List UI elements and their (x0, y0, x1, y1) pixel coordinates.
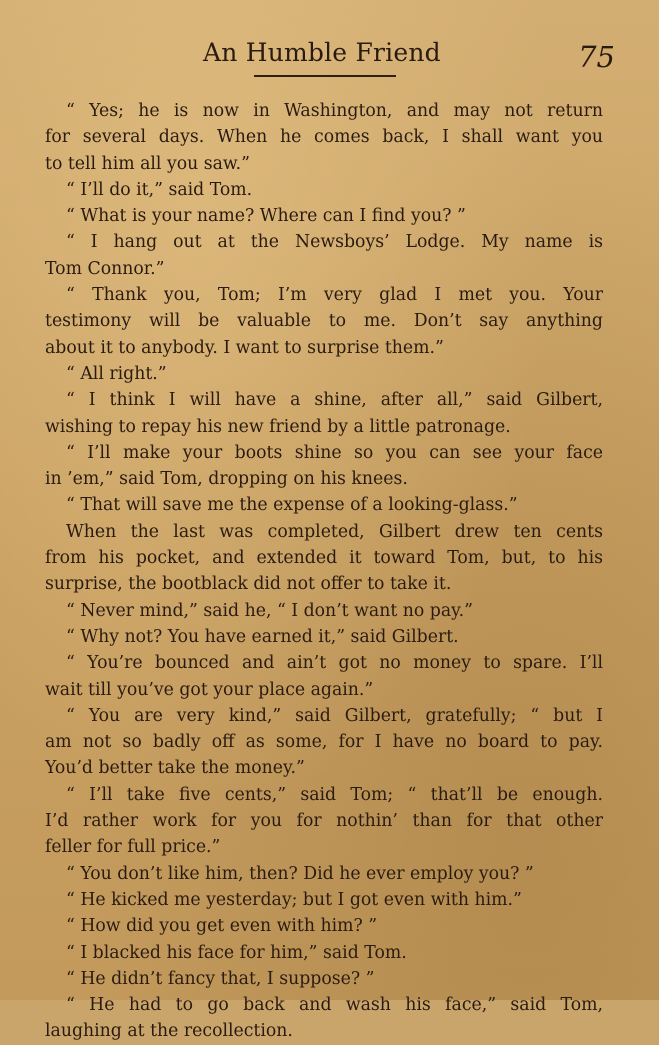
text-line: wishing to repay his new friend by a little patronage. (45, 416, 511, 437)
text-line: for several days. When he comes back, I shall want you (45, 127, 603, 148)
running-title: An Humble Friend (203, 38, 441, 67)
text-line: “ All right.” (66, 363, 167, 384)
text-line: “ Thank you, Tom; I’m very glad I met you. Your (66, 285, 603, 306)
text-line: “ He kicked me yesterday; but I got even with him.” (66, 889, 522, 910)
text-line: “ You are very kind,” said Gilbert, gratefully; “ but I (66, 705, 603, 726)
text-line: “ I hang out at the Newsboys’ Lodge. My name is (66, 232, 603, 253)
text-line: “ You’re bounced and ain’t got no money to spare. I’ll (66, 653, 603, 674)
body-text (45, 98, 603, 1045)
text-line: “ I’ll make your boots shine so you can see your face (66, 442, 603, 463)
text-line: “ He had to go back and wash his face,” said Tom, (66, 995, 603, 1016)
text-line: You’d better take the money.” (45, 758, 305, 779)
text-line: “ How did you get even with him? ” (66, 916, 378, 937)
text-line: “ What is your name? Where can I find you? ” (66, 206, 466, 227)
text-line: testimony will be valuable to me. Don’t say anything (45, 311, 603, 332)
text-line: “ I’ll do it,” said Tom. (66, 179, 253, 200)
page-number: 75 (578, 40, 615, 74)
text-line: “ I’ll take five cents,” said Tom; “ that’ll be enough. (66, 784, 603, 805)
text-line: surprise, the bootblack did not offer to take it. (45, 574, 452, 595)
text-line: “ I blacked his face for him,” said Tom. (66, 942, 407, 963)
text-line: “ He didn’t fancy that, I suppose? ” (66, 968, 375, 989)
text-line: “ Yes; he is now in Washington, and may not return (66, 101, 603, 121)
text-line: from his pocket, and extended it toward Tom, but, to his (45, 548, 603, 569)
text-line: “ Why not? You have earned it,” said Gilbert. (66, 626, 459, 647)
text-line: laughing at the recollection. (45, 1021, 293, 1042)
text-line: in ’em,” said Tom, dropping on his knees. (45, 469, 408, 490)
header-rule (254, 75, 396, 77)
text-line: about it to anybody. I want to surprise them.” (45, 337, 444, 358)
text-line: “ You don’t like him, then? Did he ever employ you? ” (66, 863, 534, 884)
text-line: “ I think I will have a shine, after all,” said Gilbert, (66, 390, 603, 411)
text-line: to tell him all you saw.” (45, 153, 250, 174)
page-header (0, 38, 659, 78)
text-line: wait till you’ve got your place again.” (45, 679, 374, 700)
text-line: am not so badly off as some, for I have no board to pay. (45, 732, 603, 753)
text-line: I’d rather work for you for nothin’ than for that other (45, 811, 603, 832)
text-line: Tom Connor.” (45, 258, 165, 279)
text-line: When the last was completed, Gilbert drew ten cents (66, 521, 603, 542)
text-line: “ That will save me the expense of a looking-glass.” (66, 495, 518, 516)
text-line: “ Never mind,” said he, “ I don’t want no pay.” (66, 600, 473, 621)
text-line: feller for full price.” (45, 837, 221, 858)
